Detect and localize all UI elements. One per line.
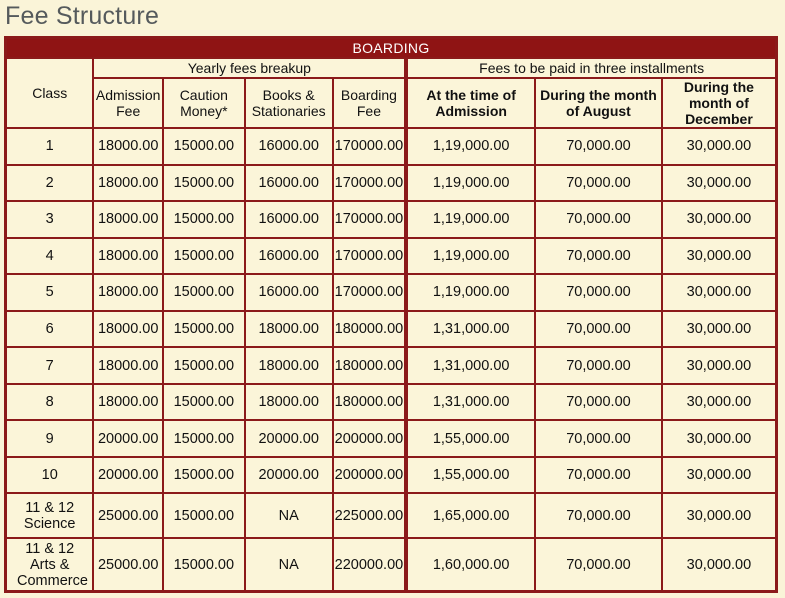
section-title: BOARDING — [6, 38, 777, 59]
books-cell: 16000.00 — [245, 128, 333, 165]
boarding-fee-cell: 180000.00 — [333, 311, 407, 348]
books-cell: 16000.00 — [245, 165, 333, 202]
caution-money-cell: 15000.00 — [163, 347, 245, 384]
at-admission-cell: 1,31,000.00 — [406, 311, 535, 348]
caution-money-cell: 15000.00 — [163, 493, 245, 538]
december-cell: 30,000.00 — [662, 201, 777, 238]
class-column-header: Class — [6, 58, 94, 128]
august-cell: 70,000.00 — [535, 274, 662, 311]
caution-money-cell: 15000.00 — [163, 165, 245, 202]
class-cell: 2 — [6, 165, 94, 202]
admission-fee-cell: 20000.00 — [93, 457, 163, 494]
at-admission-cell: 1,19,000.00 — [406, 238, 535, 275]
column-header-caution-money: Caution Money* — [163, 78, 245, 128]
boarding-fee-cell: 170000.00 — [333, 201, 407, 238]
admission-fee-cell: 25000.00 — [93, 493, 163, 538]
august-cell: 70,000.00 — [535, 238, 662, 275]
class-cell: 11 & 12 Arts & Commerce — [6, 538, 94, 591]
table-row — [6, 538, 777, 591]
class-cell: 9 — [6, 420, 94, 457]
admission-fee-cell: 18000.00 — [93, 384, 163, 421]
class-cell: 8 — [6, 384, 94, 421]
books-cell: 18000.00 — [245, 311, 333, 348]
admission-fee-cell: 18000.00 — [93, 274, 163, 311]
column-header-admission-fee: Admission Fee — [93, 78, 163, 128]
books-cell: 20000.00 — [245, 420, 333, 457]
august-cell: 70,000.00 — [535, 384, 662, 421]
fee-structure-table — [4, 36, 778, 593]
column-header-at-admission: At the time of Admission — [406, 78, 535, 128]
at-admission-cell: 1,19,000.00 — [406, 128, 535, 165]
december-cell: 30,000.00 — [662, 238, 777, 275]
august-cell: 70,000.00 — [535, 347, 662, 384]
caution-money-cell: 15000.00 — [163, 274, 245, 311]
books-cell: 16000.00 — [245, 274, 333, 311]
august-cell: 70,000.00 — [535, 420, 662, 457]
december-cell: 30,000.00 — [662, 128, 777, 165]
table-row — [6, 457, 777, 494]
august-cell: 70,000.00 — [535, 538, 662, 591]
december-cell: 30,000.00 — [662, 384, 777, 421]
at-admission-cell: 1,55,000.00 — [406, 420, 535, 457]
table-row — [6, 201, 777, 238]
boarding-fee-cell: 200000.00 — [333, 420, 407, 457]
table-row — [6, 238, 777, 275]
december-cell: 30,000.00 — [662, 420, 777, 457]
august-cell: 70,000.00 — [535, 128, 662, 165]
at-admission-cell: 1,19,000.00 — [406, 201, 535, 238]
column-header-boarding-fee: Boarding Fee — [333, 78, 407, 128]
column-header-books-stationaries: Books & Stationaries — [245, 78, 333, 128]
december-cell: 30,000.00 — [662, 165, 777, 202]
table-row — [6, 493, 777, 538]
caution-money-cell: 15000.00 — [163, 311, 245, 348]
boarding-fee-cell: 200000.00 — [333, 457, 407, 494]
books-cell: NA — [245, 493, 333, 538]
books-cell: 18000.00 — [245, 347, 333, 384]
caution-money-cell: 15000.00 — [163, 384, 245, 421]
books-cell: 16000.00 — [245, 238, 333, 275]
at-admission-cell: 1,60,000.00 — [406, 538, 535, 591]
column-header-august: During the month of August — [535, 78, 662, 128]
table-row — [6, 347, 777, 384]
books-cell: 16000.00 — [245, 201, 333, 238]
admission-fee-cell: 18000.00 — [93, 201, 163, 238]
august-cell: 70,000.00 — [535, 201, 662, 238]
december-cell: 30,000.00 — [662, 538, 777, 591]
books-cell: 20000.00 — [245, 457, 333, 494]
at-admission-cell: 1,65,000.00 — [406, 493, 535, 538]
december-cell: 30,000.00 — [662, 457, 777, 494]
class-cell: 1 — [6, 128, 94, 165]
boarding-fee-cell: 170000.00 — [333, 238, 407, 275]
boarding-fee-cell: 180000.00 — [333, 384, 407, 421]
august-cell: 70,000.00 — [535, 165, 662, 202]
boarding-fee-cell: 170000.00 — [333, 128, 407, 165]
caution-money-cell: 15000.00 — [163, 128, 245, 165]
december-cell: 30,000.00 — [662, 493, 777, 538]
caution-money-cell: 15000.00 — [163, 238, 245, 275]
at-admission-cell: 1,31,000.00 — [406, 384, 535, 421]
boarding-fee-cell: 225000.00 — [333, 493, 407, 538]
caution-money-cell: 15000.00 — [163, 538, 245, 591]
table-row — [6, 165, 777, 202]
at-admission-cell: 1,31,000.00 — [406, 347, 535, 384]
at-admission-cell: 1,19,000.00 — [406, 274, 535, 311]
august-cell: 70,000.00 — [535, 493, 662, 538]
boarding-fee-cell: 180000.00 — [333, 347, 407, 384]
admission-fee-cell: 18000.00 — [93, 311, 163, 348]
december-cell: 30,000.00 — [662, 274, 777, 311]
admission-fee-cell: 18000.00 — [93, 347, 163, 384]
admission-fee-cell: 18000.00 — [93, 165, 163, 202]
admission-fee-cell: 18000.00 — [93, 238, 163, 275]
admission-fee-cell: 18000.00 — [93, 128, 163, 165]
books-cell: 18000.00 — [245, 384, 333, 421]
class-cell: 10 — [6, 457, 94, 494]
table-row — [6, 384, 777, 421]
december-cell: 30,000.00 — [662, 347, 777, 384]
class-cell: 11 & 12 Science — [6, 493, 94, 538]
boarding-fee-cell: 220000.00 — [333, 538, 407, 591]
admission-fee-cell: 20000.00 — [93, 420, 163, 457]
boarding-fee-cell: 170000.00 — [333, 165, 407, 202]
december-cell: 30,000.00 — [662, 311, 777, 348]
august-cell: 70,000.00 — [535, 311, 662, 348]
table-row — [6, 311, 777, 348]
books-cell: NA — [245, 538, 333, 591]
class-cell: 7 — [6, 347, 94, 384]
class-cell: 5 — [6, 274, 94, 311]
class-cell: 6 — [6, 311, 94, 348]
august-cell: 70,000.00 — [535, 457, 662, 494]
table-row — [6, 128, 777, 165]
caution-money-cell: 15000.00 — [163, 201, 245, 238]
installments-group-header: Fees to be paid in three installments — [406, 58, 776, 78]
table-row — [6, 274, 777, 311]
page-title: Fee Structure — [5, 2, 160, 30]
at-admission-cell: 1,55,000.00 — [406, 457, 535, 494]
admission-fee-cell: 25000.00 — [93, 538, 163, 591]
at-admission-cell: 1,19,000.00 — [406, 165, 535, 202]
caution-money-cell: 15000.00 — [163, 420, 245, 457]
boarding-fee-cell: 170000.00 — [333, 274, 407, 311]
column-header-december: During the month of December — [662, 78, 777, 128]
yearly-fees-group-header: Yearly fees breakup — [93, 58, 406, 78]
class-cell: 4 — [6, 238, 94, 275]
caution-money-cell: 15000.00 — [163, 457, 245, 494]
class-cell: 3 — [6, 201, 94, 238]
table-row — [6, 420, 777, 457]
